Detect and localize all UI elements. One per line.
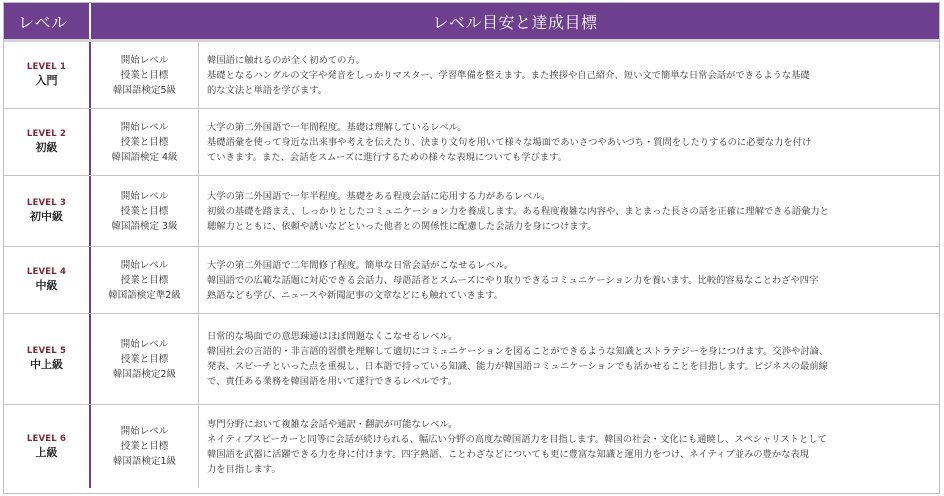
- description-line: で、責任ある業務を韓国語を用いて遂行できるレベルです。: [207, 376, 458, 387]
- table-row: [4, 108, 939, 175]
- level-code: LEVEL 3: [26, 198, 67, 208]
- course-line: 開始レベル: [120, 338, 169, 350]
- course-line: 授業と目標: [120, 136, 169, 148]
- description-cell: [199, 42, 939, 108]
- course-line: 韓国語検定 4級: [111, 151, 178, 163]
- description-line: 基礎となるハングルの文字や発音をしっかりマスター、学習準備を整えます。また挨拶や自己紹介、短い文で簡単な日常会話ができるような基礎: [207, 69, 810, 81]
- level-name: 初中級: [30, 210, 63, 223]
- description-line: 専門分野において複雑な会話や通訳・翻訳が可能なレベル。: [207, 418, 458, 430]
- course-cell: [91, 247, 199, 313]
- level-name: 中級: [35, 279, 58, 292]
- description-line: 大学の第二外国語で一年半程度。基礎をある程度会話に応用する力があるレベル。: [207, 190, 551, 202]
- header-level-label: レベル: [18, 12, 68, 32]
- description-line: ネイティブスピーカーと同等に会話が続けられる、幅広い分野の高度な韓国語力を目指します。韓国の社会・文化にも通暁し、スペシャリストとして: [207, 433, 827, 445]
- description-line: 韓国語を武器に活躍できる力を身に付けます。四字熟語、ことわざなどについても更に豊富な知識と運用力をつけ、ネイティブ並みの豊かな表現: [207, 448, 810, 460]
- course-cell: [91, 42, 199, 108]
- course-line: 韓国語検定準2級: [108, 289, 181, 301]
- description-cell: [199, 176, 939, 246]
- course-line: 韓国語検定2級: [112, 368, 177, 380]
- description-line: 初級の基礎を踏まえ、しっかりとしたコミュニケーション力を養成します。ある程度複雑な内容や、まとまった長さの話を正確に理解できる語彙力と: [207, 205, 829, 217]
- level-code: LEVEL 5: [26, 346, 67, 356]
- level-code: LEVEL 2: [26, 129, 67, 139]
- course-cell: [91, 176, 199, 246]
- table-row: [4, 404, 939, 488]
- course-cell: [91, 405, 199, 488]
- course-cell: [91, 314, 199, 404]
- level-cell: [4, 247, 89, 313]
- course-line: 授業と目標: [120, 441, 169, 452]
- description-cell: [199, 314, 939, 404]
- course-line: 開始レベル: [120, 54, 169, 66]
- level-table: [3, 2, 940, 494]
- description-line: 聴解力とともに、依頼や誘いなどといった他者との関係性に配慮した会話力を身につけます。: [207, 220, 597, 232]
- description-line: 熟語なども学び、ニュースや新聞記事の文章などにも触れていきます。: [207, 289, 503, 301]
- description-cell: [199, 247, 939, 313]
- description-line: 大学の第二外国語で二年間修了程度。簡単な日常会話がこなせるレベル。: [207, 259, 514, 271]
- level-code: LEVEL 6: [26, 433, 67, 444]
- level-cell: [4, 42, 89, 108]
- course-line: 授業と目標: [120, 69, 169, 81]
- table-row: [4, 39, 939, 108]
- description-line: 韓国社会の言語的・非言語的習慣を理解して適切にコミュニケーションを図ることができるような知識とストラテジーを身につけます。交渉や討論、: [207, 346, 829, 357]
- table-row: [4, 246, 939, 313]
- description-line: 韓国語での広範な話題に対応できる会話力、母語話者とスムーズにやり取りできるコミュニケーション力を養います。比較的容易なことわざや四字: [207, 274, 819, 286]
- course-line: 韓国語検定 3級: [111, 220, 178, 232]
- level-name: 入門: [35, 74, 58, 87]
- table-row: [4, 175, 939, 246]
- course-line: 授業と目標: [120, 205, 169, 217]
- level-cell: [4, 314, 89, 404]
- description-line: 日常的な場面での意思疎通はほぼ問題なくこなせるレベル。: [207, 331, 458, 342]
- level-cell: [4, 109, 89, 175]
- table-header: [4, 3, 939, 39]
- level-cell: [4, 176, 89, 246]
- description-cell: [199, 405, 939, 488]
- description-cell: [199, 109, 939, 175]
- course-line: 授業と目標: [120, 274, 169, 286]
- table-row: [4, 313, 939, 404]
- level-code: LEVEL 4: [26, 267, 67, 277]
- course-line: 開始レベル: [120, 426, 169, 437]
- level-code: LEVEL 1: [26, 62, 67, 72]
- course-cell: [91, 109, 199, 175]
- course-line: 韓国語検定1級: [112, 456, 177, 467]
- course-line: 授業と目標: [120, 353, 169, 365]
- level-name: 初級: [35, 141, 58, 154]
- table-body: [4, 39, 939, 488]
- description-line: 発表、スピーチといった点を重視し、日本語で持っている知識、能力が韓国語コミュニケーションでも活かせることを目指します。ビジネスの最前線: [207, 361, 828, 372]
- course-line: 開始レベル: [120, 190, 169, 202]
- course-line: 開始レベル: [120, 259, 169, 271]
- description-line: ていきます。また、会話をスムーズに進行するための様々な表現についても学びます。: [207, 151, 567, 163]
- description-line: 基礎語彙を使って身近な出来事や考えを伝えたり、決まり文句を用いて様々な場面であいさつやあいづち・質問をしたりするのに必要な力を付け: [207, 136, 812, 148]
- description-line: 力を目指します。: [207, 463, 281, 475]
- level-name: 上級: [35, 445, 58, 459]
- description-line: 大学の第二外国語で一年間程度。基礎は理解しているレベル。: [207, 121, 467, 133]
- course-line: 開始レベル: [120, 121, 169, 133]
- header-title: レベル目安と達成目標: [432, 12, 598, 32]
- description-line: 韓国語に触れるのが全く初めての方。: [207, 54, 366, 66]
- description-line: 的な文法と単語を学びます。: [207, 84, 328, 96]
- level-cell: [4, 405, 89, 488]
- course-line: 韓国語検定5級: [112, 84, 177, 96]
- level-name: 中上級: [30, 358, 63, 371]
